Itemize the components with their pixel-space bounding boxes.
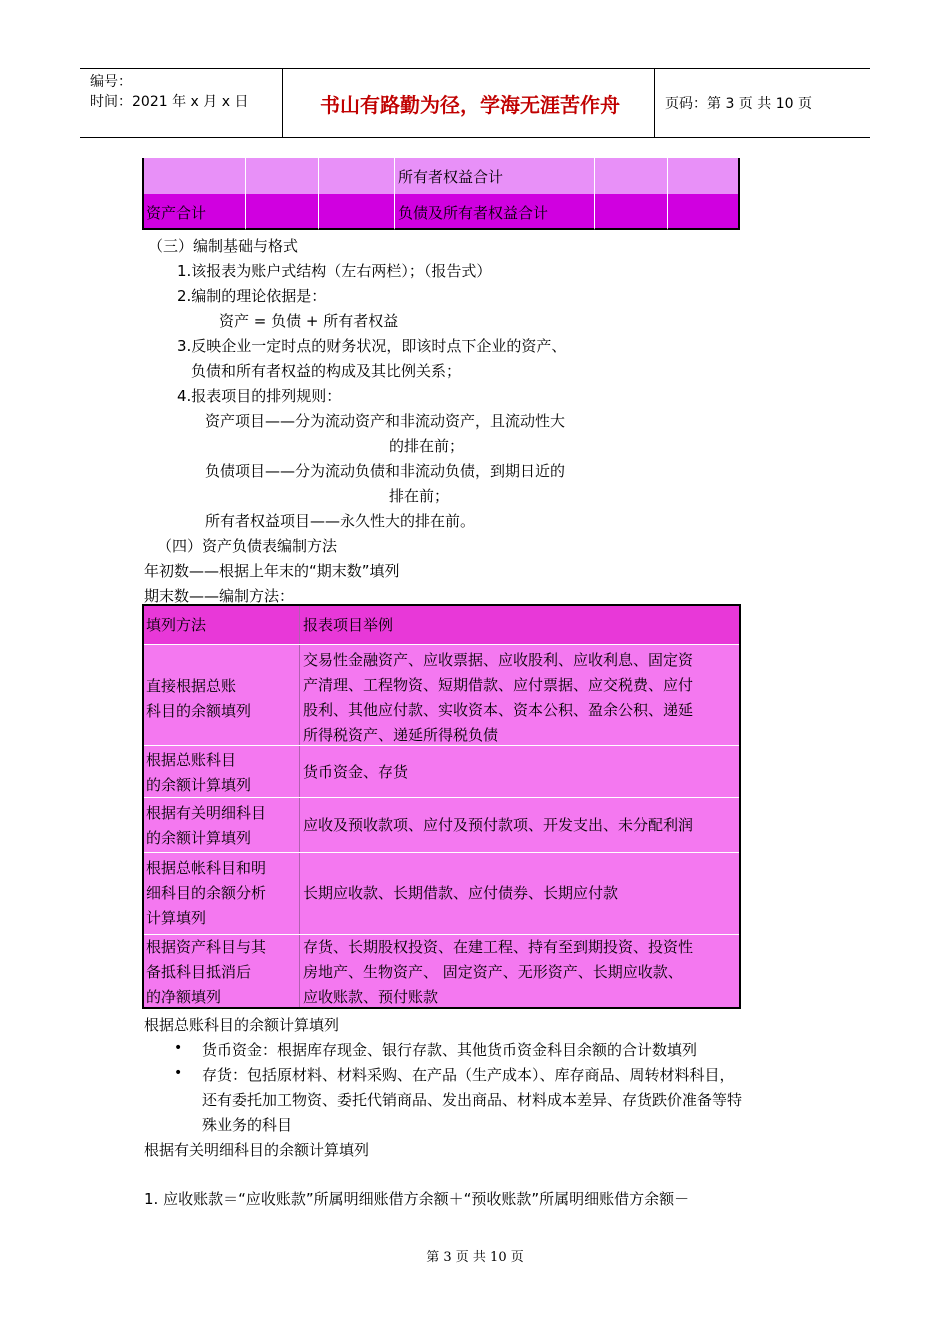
examples-cell <box>299 935 739 1007</box>
examples-line: 货币资金、存货 <box>303 763 409 781</box>
examples-line: 应收及预收款项、应付及预付款项、开发支出、未分配利润 <box>303 816 694 834</box>
examples-line: 产清理、工程物资、短期借款、应付票据、应交税费、应付 <box>303 676 694 694</box>
section3-item3-line2: 负债和所有者权益的构成及其比例关系； <box>191 362 462 380</box>
table-row <box>144 798 739 852</box>
method-line: 细科目的余额分析 <box>146 884 267 902</box>
method-cell <box>144 798 299 852</box>
method-line: 备抵科目抵消后 <box>146 963 252 981</box>
bullet-icon: • <box>174 1040 183 1056</box>
header-divider-left <box>282 69 283 137</box>
section3-item3-line1: 3.反映企业一定时点的财务状况，即该时点下企业的资产、 <box>177 337 567 355</box>
subheading-subsidiary-ledger: 根据有关明细科目的余额计算填列 <box>144 1141 370 1159</box>
section4-title: （四）资产负债表编制方法 <box>157 537 338 555</box>
accounting-equation: 资产 = 负债 + 所有者权益 <box>219 312 399 330</box>
asset-total-label: 资产合计 <box>146 204 207 222</box>
closing-balance-line: 期末数——编制方法： <box>144 587 295 605</box>
equity-total-label: 所有者权益合计 <box>398 168 504 186</box>
examples-line: 应收账款、预付账款 <box>303 988 439 1006</box>
table-cell <box>668 158 740 194</box>
date-label: 时间：2021 年 x 月 x 日 <box>90 94 249 110</box>
table-cell <box>595 158 668 194</box>
method-cell <box>144 853 299 934</box>
table-cell <box>319 194 395 230</box>
liab-rule-line1: 负债项目——分为流动负债和非流动负债，到期日近的 <box>205 462 566 480</box>
examples-line: 存货、长期股权投资、在建工程、持有至到期投资、投资性 <box>303 938 694 956</box>
table-row <box>144 853 739 934</box>
table-row <box>144 645 739 745</box>
table-cell <box>142 158 246 194</box>
examples-line: 房地产、生物资产、 固定资产、无形资产、长期应收款、 <box>303 963 683 981</box>
inventory-rule-line3: 殊业务的科目 <box>202 1116 293 1134</box>
header-divider-right <box>654 69 655 137</box>
equity-rule-line: 所有者权益项目——永久性大的排在前。 <box>205 512 476 530</box>
header-method: 填列方法 <box>146 616 207 634</box>
examples-line: 交易性金融资产、应收票据、应收股利、应收利息、固定资 <box>303 651 694 669</box>
method-line: 根据总账科目 <box>146 751 237 769</box>
header-page-info: 页码：第 3 页 共 10 页 <box>665 96 812 112</box>
method-line: 科目的余额填列 <box>146 702 252 720</box>
table-cell <box>246 194 319 230</box>
method-line: 根据有关明细科目 <box>146 804 267 822</box>
examples-cell <box>299 798 739 852</box>
receivables-formula-line: 1. 应收账款＝“应收账款”所属明细账借方余额＋“预收账款”所属明细账借方余额－ <box>144 1190 690 1208</box>
page-footer: 第 3 页 共 10 页 <box>426 1250 524 1265</box>
method-line: 根据总帐科目和明 <box>146 859 267 877</box>
method-line: 的余额计算填列 <box>146 776 252 794</box>
examples-line: 所得税资产、递延所得税负债 <box>303 726 499 744</box>
inventory-rule-line2: 还有委托加工物资、委托代销商品、发出商品、材料成本差异、存货跌价准备等特 <box>202 1091 743 1109</box>
header-examples: 报表项目举例 <box>299 606 739 644</box>
section3-item4: 4.报表项目的排列规则： <box>177 387 342 405</box>
subheading-general-ledger: 根据总账科目的余额计算填列 <box>144 1016 340 1034</box>
examples-line: 股利、其他应付款、实收资本、资本公积、盈余公积、递延 <box>303 701 694 719</box>
header-motto: 书山有路勤为径，学海无涯苦作舟 <box>320 93 620 117</box>
examples-cell <box>299 853 739 934</box>
method-line: 直接根据总账 <box>146 677 237 695</box>
header-meta <box>90 72 248 112</box>
opening-balance-line: 年初数——根据上年末的“期末数”填列 <box>144 562 400 580</box>
table-row <box>144 746 739 797</box>
page-header <box>80 68 870 138</box>
examples-line: 长期应收款、长期借款、应付债券、长期应付款 <box>303 884 619 902</box>
method-line: 的余额计算填列 <box>146 829 252 847</box>
section3-item2: 2.编制的理论依据是： <box>177 287 327 305</box>
examples-cell <box>299 645 739 745</box>
inventory-rule-line1: 存货：包括原材料、材料采购、在产品（生产成本）、库存商品、周转材料科目， <box>202 1066 735 1084</box>
method-line: 的净额填列 <box>146 988 222 1006</box>
table-cell <box>319 158 395 194</box>
table-header-row <box>144 606 739 644</box>
cash-rule-line: 货币资金：根据库存现金、银行存款、其他货币资金科目余额的合计数填列 <box>202 1041 698 1059</box>
table-cell <box>142 194 246 230</box>
table-cell <box>595 194 668 230</box>
table-cell <box>395 158 595 194</box>
table-row <box>144 935 739 1007</box>
table-cell <box>395 194 595 230</box>
examples-cell <box>299 746 739 797</box>
table-cell <box>668 194 740 230</box>
number-label: 编号： <box>90 74 132 90</box>
method-line: 根据资产科目与其 <box>146 938 267 956</box>
method-cell <box>144 935 299 1007</box>
section3-title: （三）编制基础与格式 <box>148 237 299 255</box>
method-line: 计算填列 <box>146 909 207 927</box>
fill-method-table <box>142 604 741 1009</box>
section3-item1: 1.该报表为账户式结构（左右两栏）；（报告式） <box>177 262 492 280</box>
asset-rule-line2: 的排在前； <box>389 437 465 455</box>
method-cell <box>144 746 299 797</box>
asset-rule-line1: 资产项目——分为流动资产和非流动资产，且流动性大 <box>205 412 566 430</box>
bullet-icon: • <box>174 1065 183 1081</box>
balance-sheet-table-fragment <box>142 158 740 230</box>
liab-rule-line2: 排在前； <box>389 487 450 505</box>
table-cell <box>246 158 319 194</box>
liab-equity-total-label: 负债及所有者权益合计 <box>398 204 549 222</box>
method-cell <box>144 645 299 745</box>
